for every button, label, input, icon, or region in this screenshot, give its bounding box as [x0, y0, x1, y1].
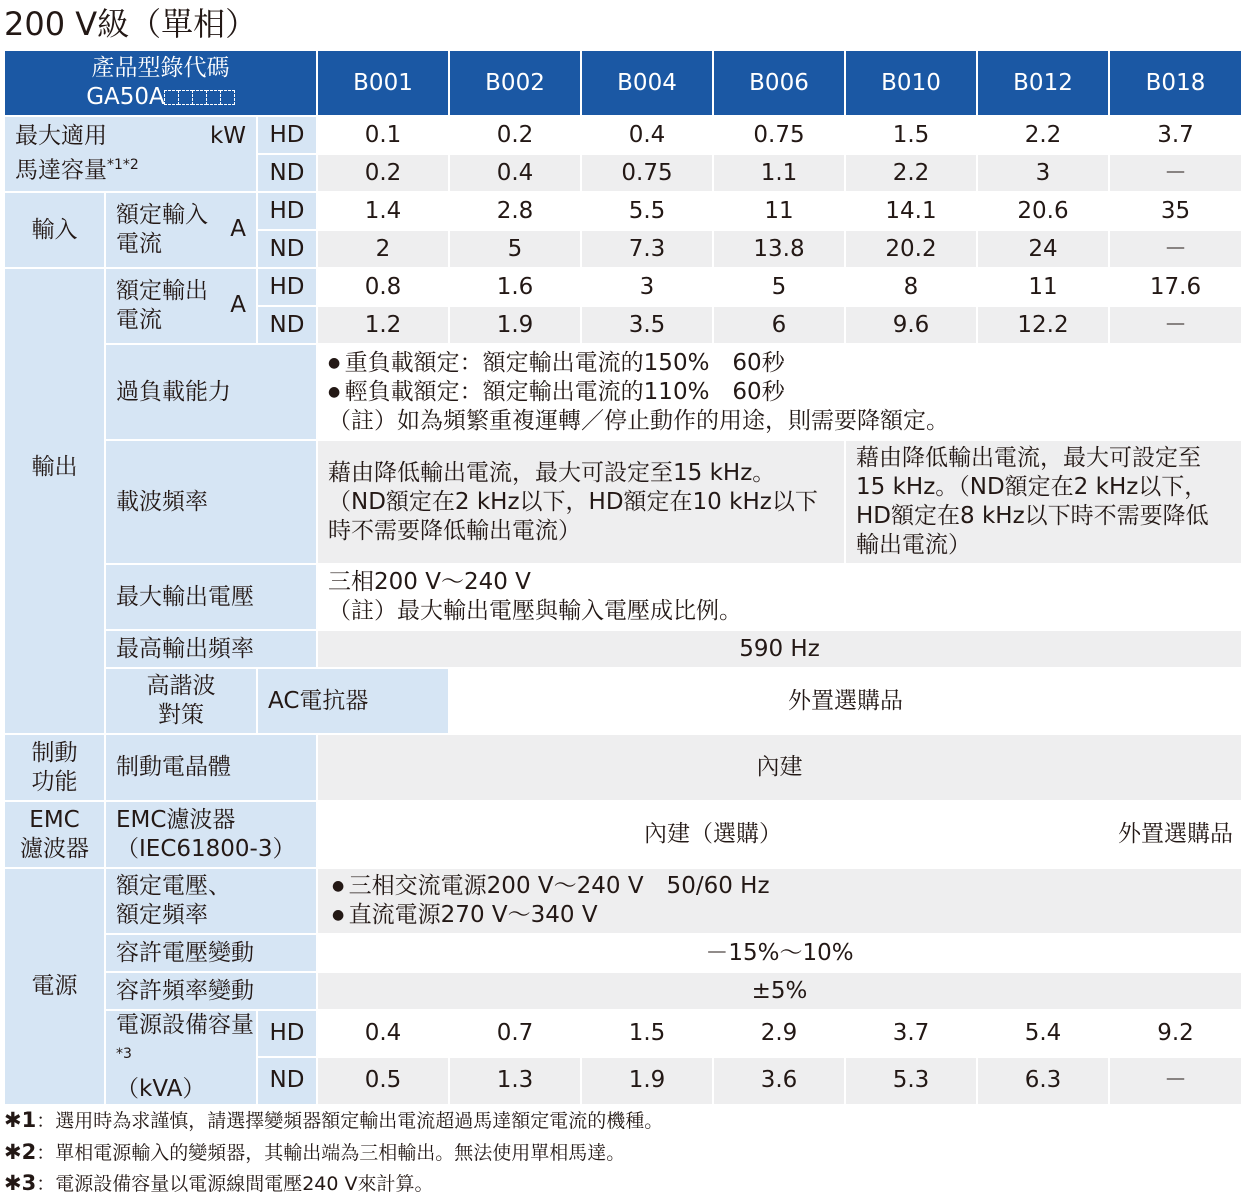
table-cell: －	[1109, 1057, 1242, 1104]
model-header: B012	[977, 50, 1109, 116]
table-cell: 14.1	[845, 192, 977, 230]
emc-group-label: EMC 濾波器	[4, 801, 105, 868]
table-cell: 3.7	[1109, 116, 1242, 154]
table-cell: 1.4	[317, 192, 449, 230]
table-cell: 13.8	[713, 230, 845, 268]
voltage-variation-cell: －15%～10%	[317, 934, 1242, 972]
footnote-3: ✱3：電源設備容量以電源線間電壓240 V來計算。	[4, 1171, 434, 1195]
table-cell: 2.2	[977, 116, 1109, 154]
table-cell: 8	[845, 268, 977, 306]
table-cell: 0.4	[449, 154, 581, 192]
table-cell: 0.75	[713, 116, 845, 154]
hd-label: HD	[257, 192, 317, 230]
carrier-frequency-cell: 藉由降低輸出電流，最大可設定至15 kHz。 （ND額定在2 kHz以下，HD額定在10 kHz以下 時不需要降低輸出電流）	[317, 440, 845, 564]
frequency-variation-cell: ±5%	[317, 972, 1242, 1010]
output-current-label: A 額定輸出 電流	[105, 268, 257, 344]
overload-label: 過負載能力	[105, 344, 317, 440]
model-header: B010	[845, 50, 977, 116]
model-header: B002	[449, 50, 581, 116]
table-cell: 0.75	[581, 154, 713, 192]
table-cell: 24	[977, 230, 1109, 268]
table-cell: 1.1	[713, 154, 845, 192]
table-cell: 20.6	[977, 192, 1109, 230]
table-cell: 3.5	[581, 306, 713, 344]
max-output-frequency-cell: 590 Hz	[317, 630, 1242, 668]
table-cell: 9.6	[845, 306, 977, 344]
table-cell: 5.5	[581, 192, 713, 230]
table-cell: 0.7	[449, 1010, 581, 1057]
nd-label: ND	[257, 230, 317, 268]
table-cell: 0.2	[449, 116, 581, 154]
carrier-frequency-label: 載波頻率	[105, 440, 317, 564]
page-title: 200 V級（單相）	[4, 5, 258, 43]
table-cell: 0.4	[317, 1010, 449, 1057]
ac-reactor-cell: 外置選購品	[449, 668, 1242, 734]
nd-label: ND	[257, 306, 317, 344]
table-cell: 12.2	[977, 306, 1109, 344]
braking-transistor-cell: 內建	[317, 734, 1242, 801]
table-cell: 1.9	[449, 306, 581, 344]
rated-voltage-cell: ● 三相交流電源200 V～240 V 50/60 Hz ● 直流電源270 V～340 V	[317, 868, 1242, 934]
motor-capacity-label: kW 最大適用 馬達容量$^{*1*2}$	[4, 116, 257, 192]
ac-reactor-label: AC電抗器	[257, 668, 449, 734]
braking-group-label: 制動 功能	[4, 734, 105, 801]
table-cell: 3.6	[713, 1057, 845, 1104]
table-cell: 3	[581, 268, 713, 306]
frequency-variation-label: 容許頻率變動	[105, 972, 317, 1010]
carrier-frequency-b018-cell: 藉由降低輸出電流，最大可設定至 15 kHz。（ND額定在2 kHz以下， HD額定在8 kHz以下時不需要降低 輸出電流）	[845, 440, 1242, 564]
output-group-label: 輸出	[4, 268, 105, 734]
harmonic-group-label: 高諧波 對策	[105, 668, 257, 734]
table-cell: 2.2	[845, 154, 977, 192]
rated-voltage-label: 額定電壓、 額定頻率	[105, 868, 317, 934]
table-cell: 5.3	[845, 1057, 977, 1104]
table-cell: 17.6	[1109, 268, 1242, 306]
nd-label: ND	[257, 1057, 317, 1104]
table-cell: 0.4	[581, 116, 713, 154]
table-cell: 1.5	[845, 116, 977, 154]
table-cell: 5.4	[977, 1010, 1109, 1057]
catalog-code-label: 產品型錄代碼	[91, 55, 230, 81]
catalog-code-prefix: GA50A	[5, 83, 316, 112]
table-cell: 7.3	[581, 230, 713, 268]
table-cell: 2.8	[449, 192, 581, 230]
table-cell: 1.9	[581, 1057, 713, 1104]
emc-filter-label: EMC濾波器 （IEC61800-3）	[105, 801, 317, 868]
table-cell: 1.2	[317, 306, 449, 344]
emc-filter-b018-cell: 外置選購品	[1109, 801, 1242, 868]
table-cell: 1.5	[581, 1010, 713, 1057]
nd-label: ND	[257, 154, 317, 192]
table-cell: 11	[713, 192, 845, 230]
table-cell: 6	[713, 306, 845, 344]
max-output-voltage-label: 最大輸出電壓	[105, 564, 317, 630]
table-cell: 2.9	[713, 1010, 845, 1057]
model-header: B001	[317, 50, 449, 116]
table-cell: －	[1109, 154, 1242, 192]
table-cell: 5	[449, 230, 581, 268]
overload-cell: ● 重負載額定：額定輸出電流的150% 60秒 ● 輕負載額定：額定輸出電流的110% 60秒 （註）如為頻繁重複運轉／停止動作的用途，則需要降額定。	[317, 344, 1242, 440]
model-header: B004	[581, 50, 713, 116]
table-cell: 6.3	[977, 1057, 1109, 1104]
spec-table	[3, 49, 1243, 1106]
table-cell: 1.6	[449, 268, 581, 306]
emc-filter-cell: 內建（選購）	[317, 801, 1109, 868]
footnote-2: ✱2：單相電源輸入的變頻器，其輸出端為三相輸出。無法使用單相馬達。	[4, 1140, 626, 1164]
table-cell: 11	[977, 268, 1109, 306]
table-cell: 35	[1109, 192, 1242, 230]
braking-transistor-label: 制動電晶體	[105, 734, 317, 801]
table-cell: －	[1109, 230, 1242, 268]
input-group-label: 輸入	[4, 192, 105, 268]
table-cell: 0.5	[317, 1057, 449, 1104]
hd-label: HD	[257, 1010, 317, 1057]
model-header: B018	[1109, 50, 1242, 116]
hd-label: HD	[257, 268, 317, 306]
footnote-1: ✱1：選用時為求謹慎，請選擇變頻器額定輸出電流超過馬達額定電流的機種。	[4, 1108, 664, 1132]
table-cell: 20.2	[845, 230, 977, 268]
table-cell: 0.2	[317, 154, 449, 192]
table-cell: 0.1	[317, 116, 449, 154]
max-output-voltage-cell: 三相200 V～240 V （註）最大輸出電壓與輸入電壓成比例。	[317, 564, 1242, 630]
voltage-variation-label: 容許電壓變動	[105, 934, 317, 972]
input-current-label: A 額定輸入 電流	[105, 192, 257, 268]
table-cell: 0.8	[317, 268, 449, 306]
max-output-frequency-label: 最高輸出頻率	[105, 630, 317, 668]
table-cell: 3.7	[845, 1010, 977, 1057]
table-cell: 1.3	[449, 1057, 581, 1104]
catalog-code-header	[4, 50, 317, 116]
table-cell: 3	[977, 154, 1109, 192]
power-group-label: 電源	[4, 868, 105, 1105]
model-header: B006	[713, 50, 845, 116]
table-cell: 5	[713, 268, 845, 306]
table-cell: 9.2	[1109, 1010, 1242, 1057]
power-capacity-label: 電源設備容量$^{*3}$ （kVA）	[105, 1010, 257, 1105]
table-cell: 2	[317, 230, 449, 268]
table-cell: －	[1109, 306, 1242, 344]
hd-label: HD	[257, 116, 317, 154]
